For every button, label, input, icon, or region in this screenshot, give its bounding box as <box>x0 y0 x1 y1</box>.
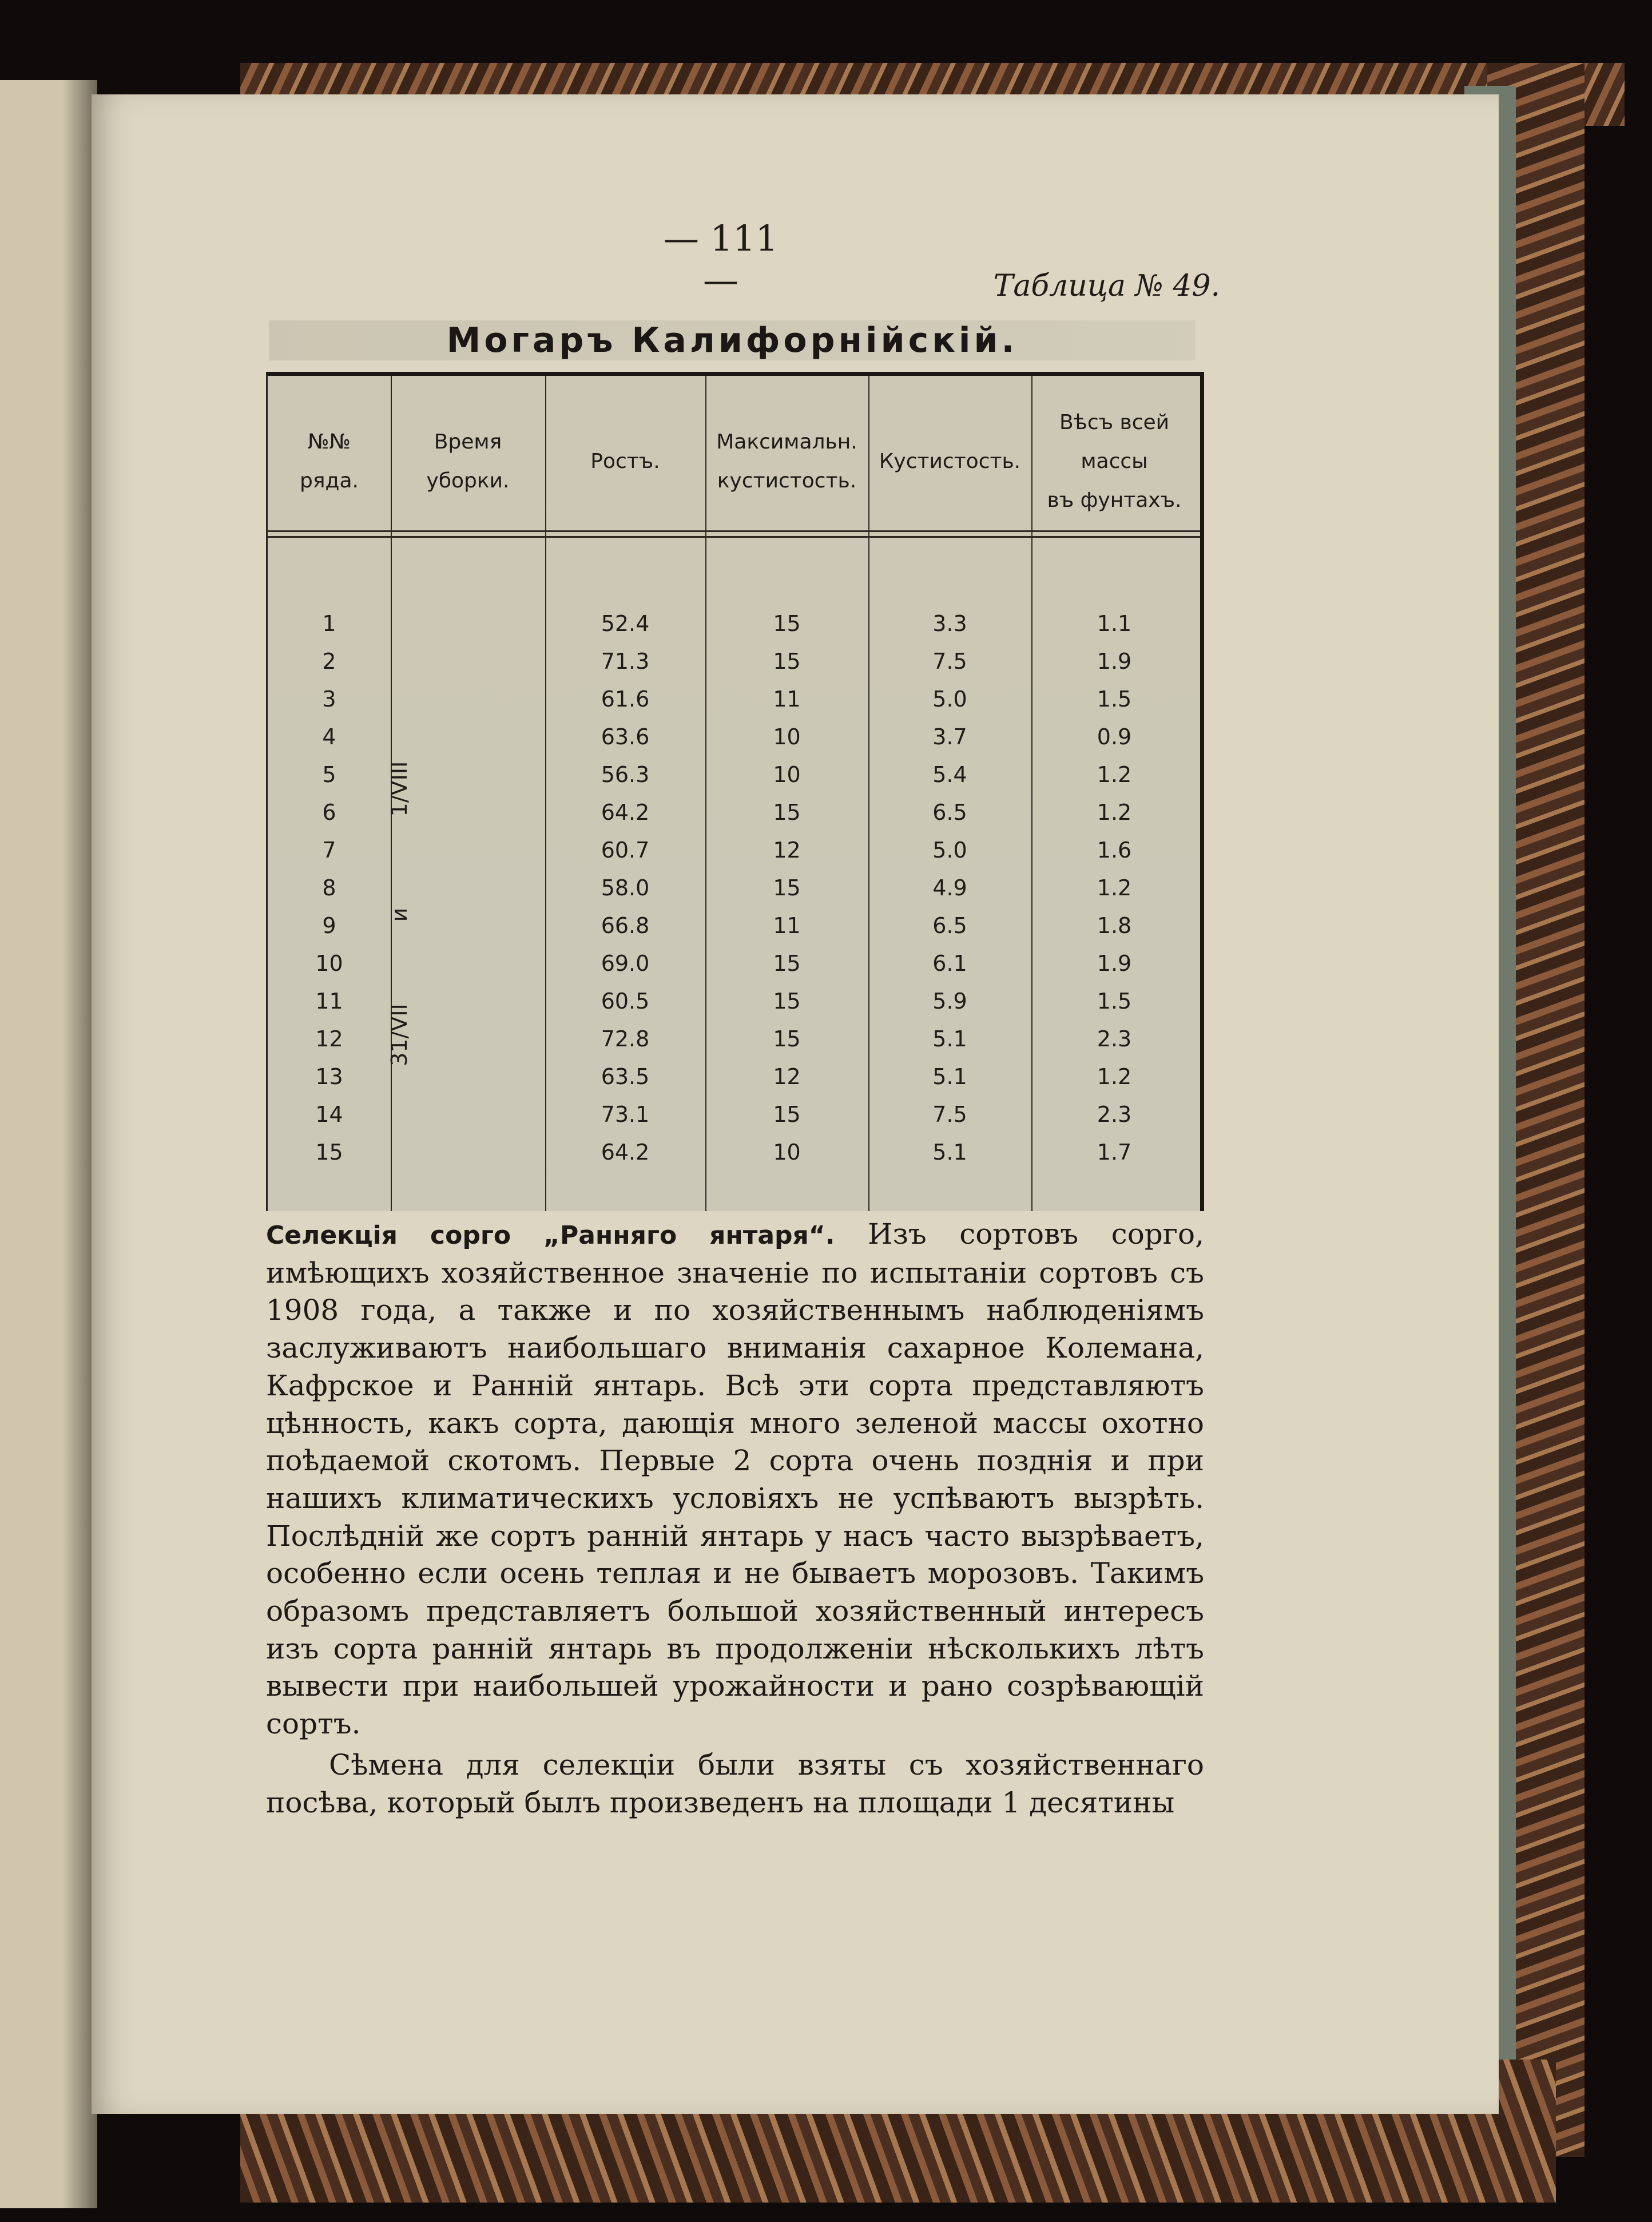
tillering-cell: 5.0 <box>932 838 967 863</box>
height-cell: 73.1 <box>601 1102 650 1127</box>
row-number-cell: 3 <box>322 687 336 712</box>
tillering-cell: 3.3 <box>932 611 967 636</box>
table-row <box>268 1133 1200 1171</box>
table-number-label: Таблица № 49. <box>993 269 1220 303</box>
height-cell: 64.2 <box>601 800 650 825</box>
max-tillering-cell: 12 <box>773 1064 801 1089</box>
weight-cell: 2.3 <box>1097 1102 1132 1127</box>
body-text <box>266 1216 1204 1822</box>
header-text: ряда. <box>300 469 359 493</box>
table-row <box>268 680 1200 718</box>
row-number-cell: 7 <box>322 838 336 863</box>
weight-cell: 1.5 <box>1097 989 1132 1014</box>
max-tillering-cell: 15 <box>773 611 801 636</box>
table-row <box>268 718 1200 756</box>
height-cell: 60.5 <box>601 989 650 1014</box>
header-text: №№ <box>308 430 351 454</box>
max-tillering-cell: 15 <box>773 1026 801 1052</box>
weight-cell: 1.6 <box>1097 838 1132 863</box>
header-text: Кустистость. <box>879 450 1021 473</box>
weight-cell: 1.2 <box>1097 800 1132 825</box>
max-tillering-cell: 11 <box>773 913 801 938</box>
header-row-number <box>268 393 391 530</box>
header-height <box>545 393 705 530</box>
weight-cell: 0.9 <box>1097 724 1132 749</box>
table-row <box>268 945 1200 982</box>
header-text: Ростъ. <box>590 450 660 473</box>
row-number-cell: 6 <box>322 800 336 825</box>
tillering-cell: 5.0 <box>932 687 967 712</box>
table-row <box>268 756 1200 793</box>
table-row <box>268 869 1200 907</box>
tillering-cell: 5.9 <box>932 989 967 1014</box>
header-total-weight <box>1031 393 1197 530</box>
max-tillering-cell: 15 <box>773 1102 801 1127</box>
height-cell: 56.3 <box>601 762 650 787</box>
weight-cell: 2.3 <box>1097 1026 1132 1052</box>
paragraph-text: Изъ сортовъ сорго, имѣющихъ хозяйственное значеніе по испытаніи сортовъ съ 1908 года, а также и по хозяйственнымъ наблюденіямъ заслуживаютъ наибольшаго вниманія сахарное Колемана, Кафрское и Ранній янтарь. Всѣ эти сорта представляютъ цѣнность, какъ сорта, дающія много зеленой массы охотно поѣдаемой скотомъ. Первые 2 сорта очень позднія и при нашихъ климатическихъ условіяхъ не успѣваютъ вызрѣть. Послѣдній же сортъ ранній янтарь у насъ часто вызрѣваетъ, особенно если осень теплая и не бываетъ морозовъ. Такимъ образомъ представляетъ большой хозяйственный интересъ изъ сорта ранній янтарь въ продолженіи нѣсколькихъ лѣтъ вывести при наибольшей урожайности и рано созрѣвающій сортъ. <box>266 1217 1204 1741</box>
header-text: массы <box>1081 450 1148 473</box>
data-table <box>266 372 1204 1211</box>
max-tillering-cell: 15 <box>773 951 801 976</box>
max-tillering-cell: 15 <box>773 875 801 900</box>
header-text: кустистость. <box>717 469 857 493</box>
row-number-cell: 8 <box>322 875 336 900</box>
weight-cell: 1.8 <box>1097 913 1132 938</box>
header-harvest-time <box>391 393 545 530</box>
weight-cell: 1.1 <box>1097 611 1132 636</box>
max-tillering-cell: 12 <box>773 838 801 863</box>
height-cell: 61.6 <box>601 687 650 712</box>
table-row <box>268 793 1200 831</box>
header-rule <box>268 530 1200 532</box>
section-heading: Селекція сорго „Ранняго янтаря“. <box>266 1221 835 1250</box>
weight-cell: 1.9 <box>1097 951 1132 976</box>
height-cell: 71.3 <box>601 649 650 674</box>
max-tillering-cell: 15 <box>773 989 801 1014</box>
header-text: Вѣсъ всей <box>1059 411 1170 434</box>
row-number-cell: 15 <box>315 1140 343 1165</box>
harvest-date-and: и <box>387 907 412 922</box>
header-text: Максимальн. <box>716 430 857 454</box>
tillering-cell: 3.7 <box>932 724 967 749</box>
weight-cell: 1.2 <box>1097 875 1132 900</box>
weight-cell: 1.2 <box>1097 1064 1132 1089</box>
weight-cell: 1.9 <box>1097 649 1132 674</box>
table-row <box>268 642 1200 680</box>
table-row <box>268 1096 1200 1133</box>
height-cell: 63.5 <box>601 1064 650 1089</box>
tillering-cell: 5.4 <box>932 762 967 787</box>
row-number-cell: 2 <box>322 649 336 674</box>
header-text: Время <box>434 430 502 454</box>
table-row <box>268 982 1200 1020</box>
header-rule <box>268 536 1200 538</box>
table-row <box>268 907 1200 945</box>
tillering-cell: 7.5 <box>932 649 967 674</box>
row-number-cell: 11 <box>315 989 343 1014</box>
weight-cell: 1.5 <box>1097 687 1132 712</box>
height-cell: 63.6 <box>601 724 650 749</box>
header-text: въ фунтахъ. <box>1047 489 1182 512</box>
height-cell: 66.8 <box>601 913 650 938</box>
tillering-cell: 5.1 <box>932 1064 967 1089</box>
harvest-date-july: 31/VII <box>387 1003 412 1066</box>
max-tillering-cell: 11 <box>773 687 801 712</box>
row-number-cell: 9 <box>322 913 336 938</box>
row-number-cell: 4 <box>322 724 336 749</box>
harvest-date-august: 1/VIII <box>387 761 412 817</box>
max-tillering-cell: 15 <box>773 649 801 674</box>
height-cell: 72.8 <box>601 1026 650 1052</box>
tillering-cell: 6.5 <box>932 913 967 938</box>
height-cell: 64.2 <box>601 1140 650 1165</box>
height-cell: 69.0 <box>601 951 650 976</box>
tillering-cell: 7.5 <box>932 1102 967 1127</box>
row-number-cell: 13 <box>315 1064 343 1089</box>
max-tillering-cell: 10 <box>773 762 801 787</box>
max-tillering-cell: 10 <box>773 724 801 749</box>
weight-cell: 1.7 <box>1097 1140 1132 1165</box>
row-number-cell: 10 <box>315 951 343 976</box>
height-cell: 58.0 <box>601 875 650 900</box>
row-number-cell: 12 <box>315 1026 343 1052</box>
table-row <box>268 605 1200 642</box>
tillering-cell: 5.1 <box>932 1140 967 1165</box>
row-number-cell: 1 <box>322 611 336 636</box>
table-row <box>268 831 1200 869</box>
table-row <box>268 1058 1200 1096</box>
tillering-cell: 5.1 <box>932 1026 967 1052</box>
paragraph <box>266 1216 1204 1743</box>
table-row <box>268 1020 1200 1058</box>
page-number: — 111 — <box>663 217 779 301</box>
paragraph: Сѣмена для селекціи были взяты съ хозяйственнаго посѣва, который былъ произведенъ на площади 1 десятины <box>266 1748 1204 1819</box>
max-tillering-cell: 15 <box>773 800 801 825</box>
header-text: уборки. <box>426 469 510 493</box>
height-cell: 60.7 <box>601 838 650 863</box>
tillering-cell: 6.1 <box>932 951 967 976</box>
max-tillering-cell: 10 <box>773 1140 801 1165</box>
tillering-cell: 6.5 <box>932 800 967 825</box>
row-number-cell: 14 <box>315 1102 343 1127</box>
header-tillering <box>868 393 1031 530</box>
height-cell: 52.4 <box>601 611 650 636</box>
weight-cell: 1.2 <box>1097 762 1132 787</box>
row-number-cell: 5 <box>322 762 336 787</box>
header-max-tillering <box>705 393 868 530</box>
tillering-cell: 4.9 <box>932 875 967 900</box>
table-title: Могаръ Калифорнійскій. <box>269 320 1196 360</box>
